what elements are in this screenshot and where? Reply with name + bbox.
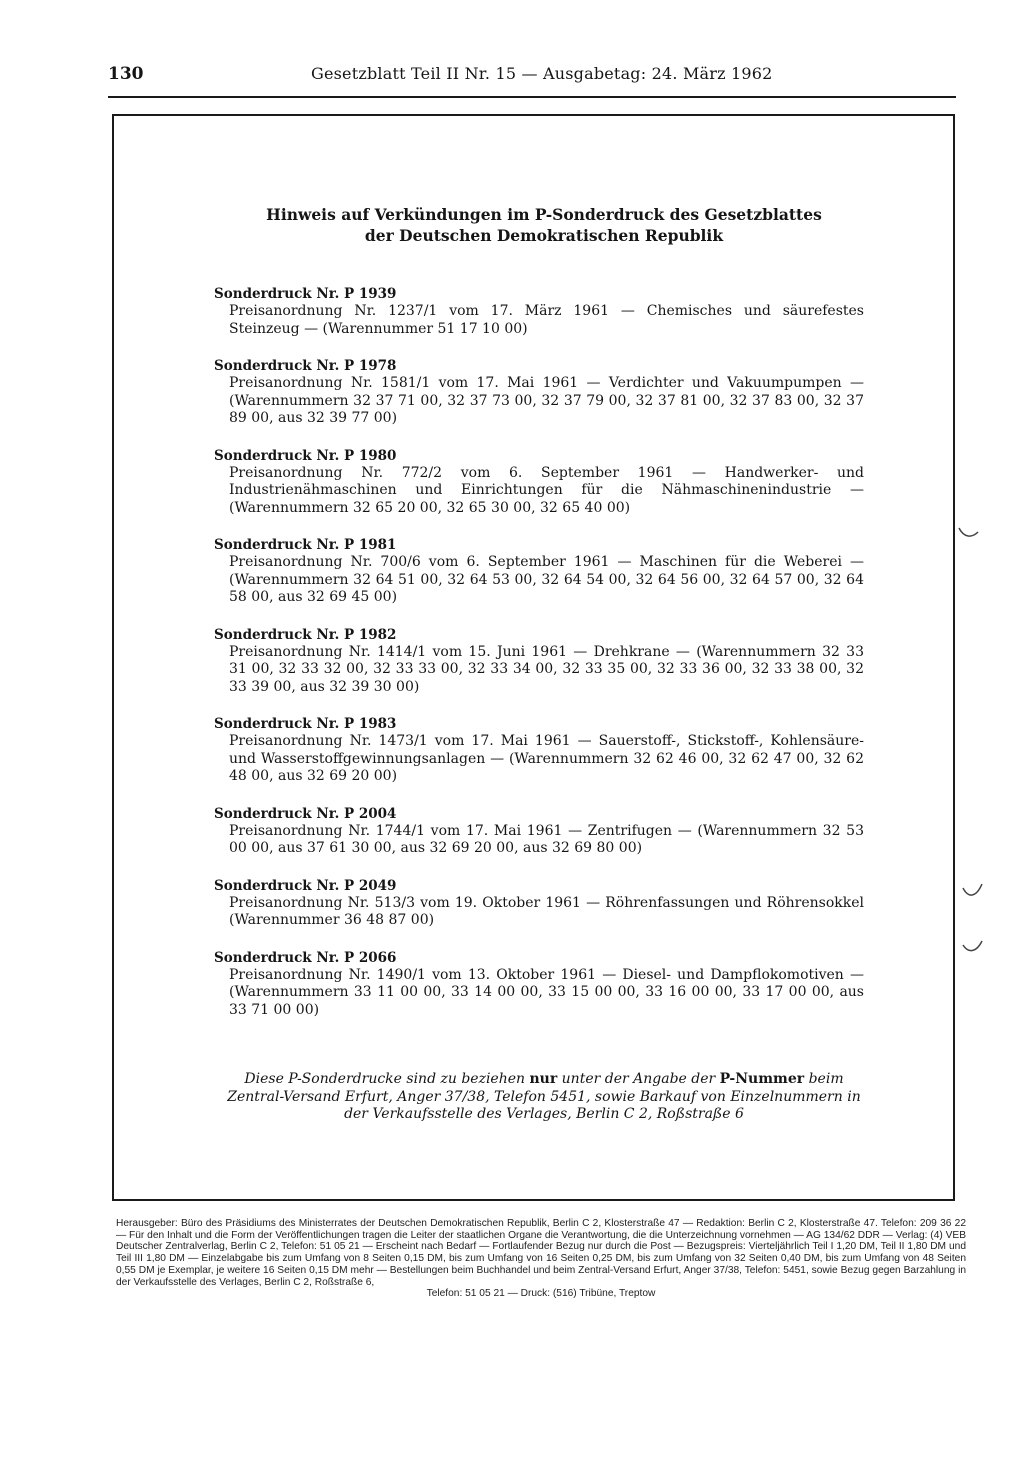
entry-heading: Sonderdruck Nr. P 1981 — [214, 537, 397, 553]
notice-title-line-1: Hinweis auf Verkündungen im P-Sonderdruck des Gesetzblattes — [266, 205, 822, 224]
page-number: 130 — [108, 64, 144, 84]
entry-p1982 — [214, 627, 864, 697]
availability-text-2: unter der Angabe der — [557, 1071, 720, 1087]
notice-title — [264, 204, 824, 246]
entry-heading: Sonderdruck Nr. P 2049 — [214, 877, 397, 894]
scan-margin-mark — [958, 524, 980, 544]
notice-title-line-2: der Deutschen Demokratischen Republik — [364, 226, 724, 245]
availability-note — [219, 1071, 869, 1124]
entry-heading: Sonderdruck Nr. P 2004 — [214, 805, 397, 822]
entry-heading: Sonderdruck Nr. P 1983 — [214, 716, 397, 732]
entry-heading: Sonderdruck Nr. P 1939 — [214, 286, 397, 302]
entry-heading: Sonderdruck Nr. P 1980 — [214, 447, 397, 464]
availability-emphasis-nur: nur — [529, 1071, 558, 1087]
imprint-text: Herausgeber: Büro des Präsidiums des Ministerrates der Deutschen Demokratischen Republik, Berlin C 2, Klosterstraße 47 — Redaktion: Berlin C 2, Klosterstraße 47. Telefon: 209 36 22 — Für den Inhalt und die Form der Veröffentlichungen tragen die Leiter der staatlichen Organe die Verantwortung, die die Unterzeichnung vornehmen — AG 134/62 DDR — Verlag: (4) VEB Deutscher Zentralverlag, Berlin C 2, Telefon: 51 05 21 — Erscheint nach Bedarf — Fortlaufender Bezug nur durch die Post — Bezugspreis: Vierteljährlich Teil I 1,20 DM, Teil II 1,80 DM und Teil III 1,80 DM — Einzelabgabe bis zum Umfang von 8 Seiten 0,15 DM, bis zum Umfang von 16 Seiten 0,25 DM, bis zum Umfang von 32 Seiten 0,40 DM, bis zum Umfang von 48 Seiten 0,55 DM je Exemplar, je weitere 16 Seiten 0,15 DM mehr — Bestellungen beim Buchhandel und beim Zentral-Versand Erfurt, Anger 37/38, Telefon: 5451, sowie Bezug gegen Barzahlung in der Verkaufsstelle des Verlages, Berlin C 2, Roßstraße 6, — [116, 1218, 966, 1288]
entry-heading: Sonderdruck Nr. P 2066 — [214, 949, 397, 966]
entry-p2049 — [214, 878, 864, 930]
entry-text: Preisanordnung Nr. 1237/1 vom 17. März 1961 — Chemisches und säurefestes Steinzeug — (Warennummer 51 17 10 00) — [229, 303, 864, 337]
entry-text: Preisanordnung Nr. 700/6 vom 6. September 1961 — Maschinen für die Weberei — (Warennummern 32 64 51 00, 32 64 53 00, 32 64 54 00, 32 64 56 00, 32 64 57 00, 32 64 58 00, aus 32 69 45 00) — [229, 554, 864, 605]
entry-p2066 — [214, 950, 864, 1020]
entry-p1981 — [214, 537, 864, 607]
scan-margin-mark — [962, 882, 984, 902]
availability-emphasis-p-nummer: P-Nummer — [719, 1071, 805, 1087]
entry-heading: Sonderdruck Nr. P 1982 — [214, 626, 397, 643]
entry-p1978 — [214, 358, 864, 428]
entry-text: Preisanordnung Nr. 1414/1 vom 15. Juni 1961 — Drehkrane — (Warennummern 32 33 31 00, 32 33 32 00, 32 33 33 00, 32 33 34 00, 32 33 35 00, 32 33 36 00, 32 33 38 00, 32 33 39 00, aus 32 39 30 00) — [229, 643, 864, 695]
entry-p1980 — [214, 448, 864, 518]
page-header — [108, 62, 956, 98]
availability-text-1: Diese P-Sonderdrucke sind zu beziehen — [244, 1071, 530, 1087]
entry-text: Preisanordnung Nr. 513/3 vom 19. Oktober 1961 — Röhrenfassungen und Röhrensokkel (Warennummer 36 48 87 00) — [229, 894, 864, 928]
entry-p1983 — [214, 716, 864, 786]
notice-frame — [112, 114, 955, 1201]
scan-margin-mark — [962, 937, 984, 957]
entry-p2004 — [214, 806, 864, 858]
entry-text: Preisanordnung Nr. 1490/1 vom 13. Oktober 1961 — Diesel- und Dampflokomotiven — (Warennummern 33 11 00 00, 33 14 00 00, 33 15 00 00, 33 16 00 00, 33 17 00 00, aus 33 71 00 00) — [229, 966, 864, 1018]
entry-list — [214, 286, 864, 1039]
header-title: Gesetzblatt Teil II Nr. 15 — Ausgabetag: 24. März 1962 — [311, 64, 773, 83]
imprint-last-line: Telefon: 51 05 21 — Druck: (516) Tribüne, Treptow — [426, 1288, 656, 1300]
entry-heading: Sonderdruck Nr. P 1978 — [214, 358, 397, 374]
imprint — [116, 1218, 966, 1300]
entry-text: Preisanordnung Nr. 772/2 vom 6. September 1961 — Handwerker- und Industrienähmaschinen und Einrichtungen für die Nähmaschinenindustrie — (Warennummern 32 65 20 00, 32 65 30 00, 32 65 40 00) — [229, 464, 864, 516]
availability-text-3: beim Zentral-Versand Erfurt, Anger 37/38, Telefon 5451, sowie Barkauf von Einzelnummern in der Verkaufsstelle des Verlages, Berlin C 2, Roßstraße 6 — [227, 1071, 861, 1122]
entry-text: Preisanordnung Nr. 1581/1 vom 17. Mai 1961 — Verdichter und Vakuumpumpen — (Warennummern 32 37 71 00, 32 37 73 00, 32 37 79 00, 32 37 81 00, 32 37 83 00, 32 37 89 00, aus 32 39 77 00) — [229, 375, 864, 426]
entry-p1939 — [214, 286, 864, 338]
entry-text: Preisanordnung Nr. 1744/1 vom 17. Mai 1961 — Zentrifugen — (Warennummern 32 53 00 00, aus 37 61 30 00, aus 32 69 20 00, aus 32 69 80 00) — [229, 822, 864, 856]
entry-text: Preisanordnung Nr. 1473/1 vom 17. Mai 1961 — Sauerstoff-, Stickstoff-, Kohlensäure- und Wasserstoffgewinnungsanlagen — (Warennummern 32 62 46 00, 32 62 47 00, 32 62 48 00, aus 32 69 20 00) — [229, 733, 864, 784]
